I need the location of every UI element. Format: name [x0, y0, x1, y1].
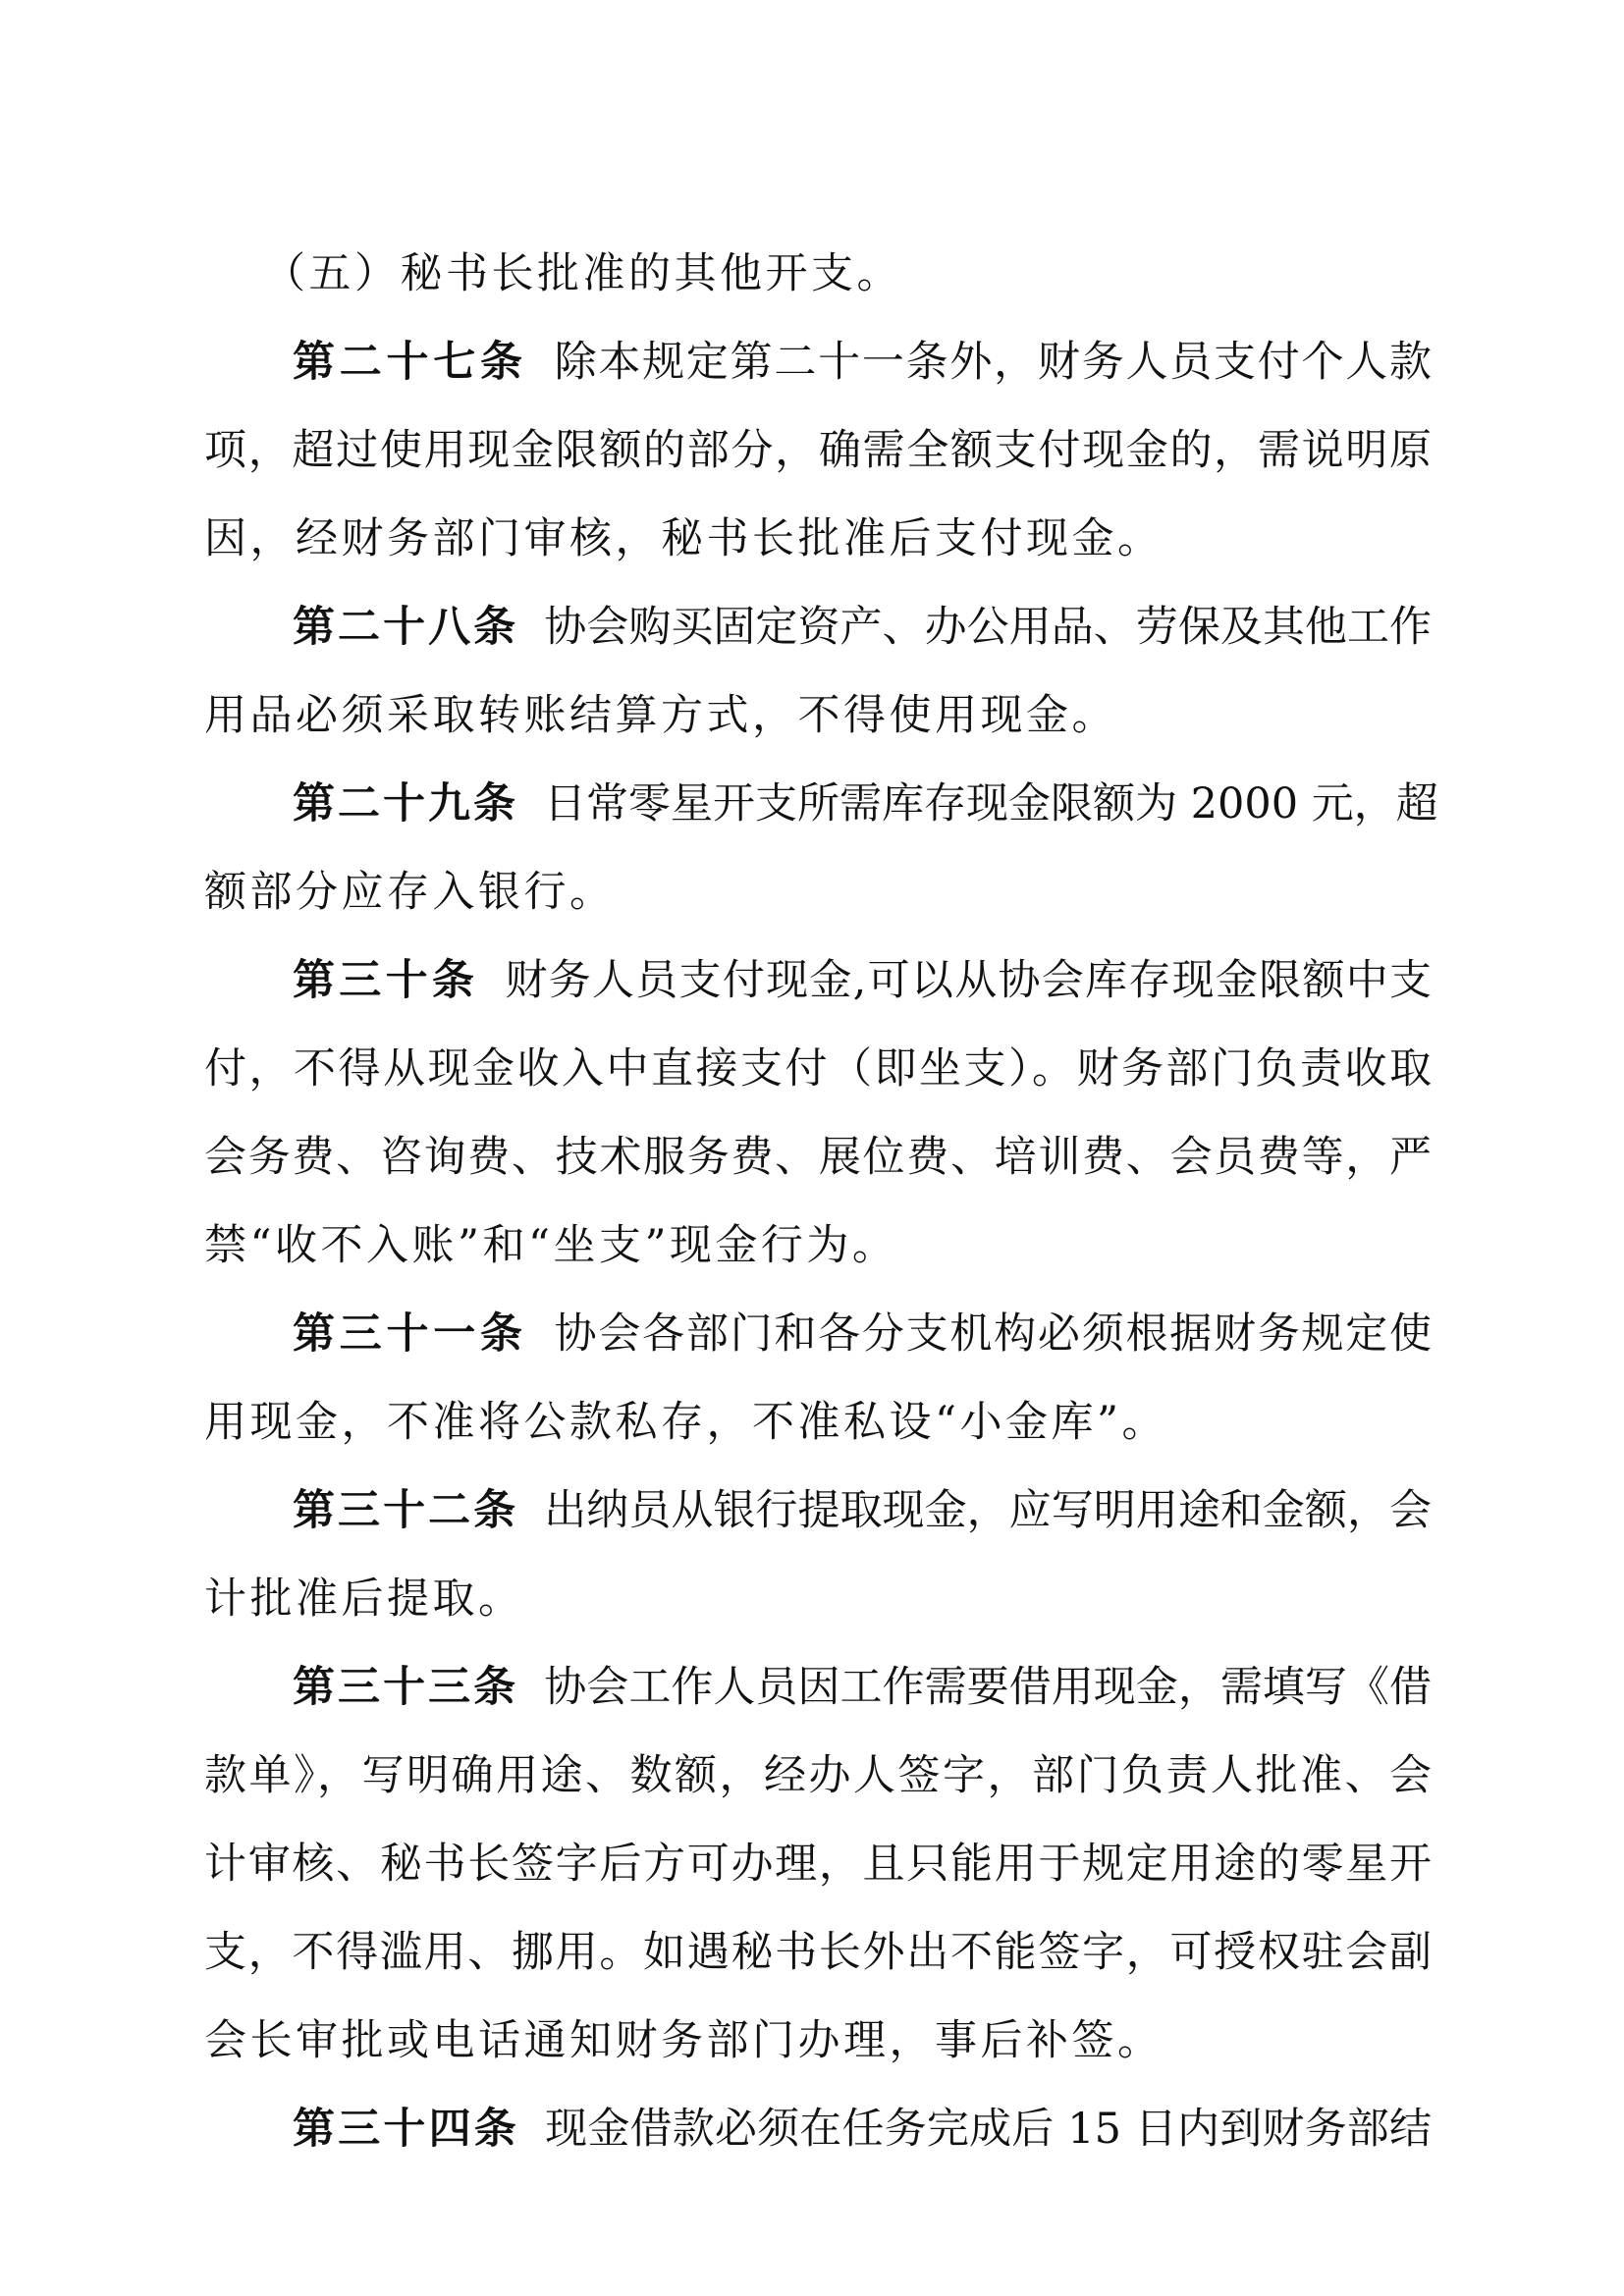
article-27-line-3 [204, 510, 1432, 567]
article-heading: 第三十一条 [293, 1309, 527, 1359]
article-text: 日常零星开支所需库存现金限额为 2000 元，超 [544, 779, 1438, 828]
article-text: 协会各部门和各分支机构必须根据财务规定使 [552, 1309, 1433, 1359]
article-heading: 第二十八条 [293, 603, 519, 652]
article-text: 用品必须采取转账结算方式，不得使用现金。 [204, 691, 1117, 740]
article-29 [293, 775, 1438, 832]
paragraph-text: （五）秘书长批准的其他开支。 [263, 249, 902, 298]
article-text: 协会工作人员因工作需要借用现金，需填写《借 [544, 1663, 1433, 1712]
article-text: 财务人员支付现金,可以从协会库存现金限额中支 [504, 956, 1433, 1005]
article-33-line-3 [204, 1836, 1432, 1893]
article-29-line-2 [204, 864, 1432, 921]
article-text: 禁“收不入账”和“坐支”现金行为。 [204, 1221, 898, 1270]
article-text: 款单》，写明确用途、数额，经办人签字，部门负责人批准、会 [204, 1751, 1432, 1800]
article-32 [293, 1482, 1432, 1539]
article-heading: 第二十九条 [293, 779, 518, 828]
article-heading: 第三十三条 [293, 1663, 519, 1712]
article-28 [293, 599, 1432, 656]
article-30-line-4 [204, 1217, 1432, 1274]
article-32-line-2 [204, 1571, 1432, 1628]
article-27 [293, 334, 1432, 391]
article-31-line-2 [204, 1394, 1432, 1451]
article-34 [293, 2101, 1432, 2158]
article-28-line-2 [204, 687, 1432, 744]
article-text: 用现金，不准将公款私存，不准私设“小金库”。 [204, 1398, 1167, 1447]
article-heading: 第三十二条 [293, 1486, 519, 1535]
article-33-line-4 [204, 1924, 1432, 1981]
article-text: 现金借款必须在任务完成后 15 日内到财务部结 [544, 2105, 1432, 2154]
article-text: 除本规定第二十一条外，财务人员支付个人款 [552, 338, 1433, 387]
article-text: 付，不得从现金收入中直接支付（即坐支）。财务部门负责收取 [204, 1044, 1432, 1094]
paragraph-item-5 [263, 245, 1402, 302]
article-30-line-2 [204, 1041, 1432, 1097]
article-33 [293, 1659, 1432, 1716]
article-text: 计审核、秘书长签字后方可办理，且只能用于规定用途的零星开 [204, 1840, 1432, 1889]
article-text: 会长审批或电话通知财务部门办理，事后补签。 [204, 2016, 1164, 2065]
article-text: 因，经财务部门审核，秘书长批准后支付现金。 [204, 514, 1164, 563]
article-text: 支，不得滥用、挪用。如遇秘书长外出不能签字，可授权驻会副 [204, 1928, 1432, 1977]
article-33-line-2 [204, 1747, 1432, 1804]
article-heading: 第二十七条 [293, 338, 527, 387]
article-30-line-3 [204, 1129, 1432, 1186]
article-27-line-2 [204, 422, 1432, 479]
article-heading: 第三十条 [293, 956, 479, 1005]
article-31 [293, 1306, 1432, 1362]
article-text: 出纳员从银行提取现金，应写明用途和金额，会 [544, 1486, 1433, 1535]
article-30 [293, 952, 1432, 1009]
article-text: 协会购买固定资产、办公用品、劳保及其他工作 [544, 603, 1433, 652]
article-text: 额部分应存入银行。 [204, 868, 616, 917]
article-text: 会务费、咨询费、技术服务费、展位费、培训费、会员费等，严 [204, 1133, 1432, 1182]
article-33-line-5 [204, 2012, 1432, 2069]
article-heading: 第三十四条 [293, 2105, 519, 2154]
article-text: 项，超过使用现金限额的部分，确需全额支付现金的，需说明原 [204, 426, 1432, 475]
article-text: 计批准后提取。 [204, 1575, 524, 1624]
